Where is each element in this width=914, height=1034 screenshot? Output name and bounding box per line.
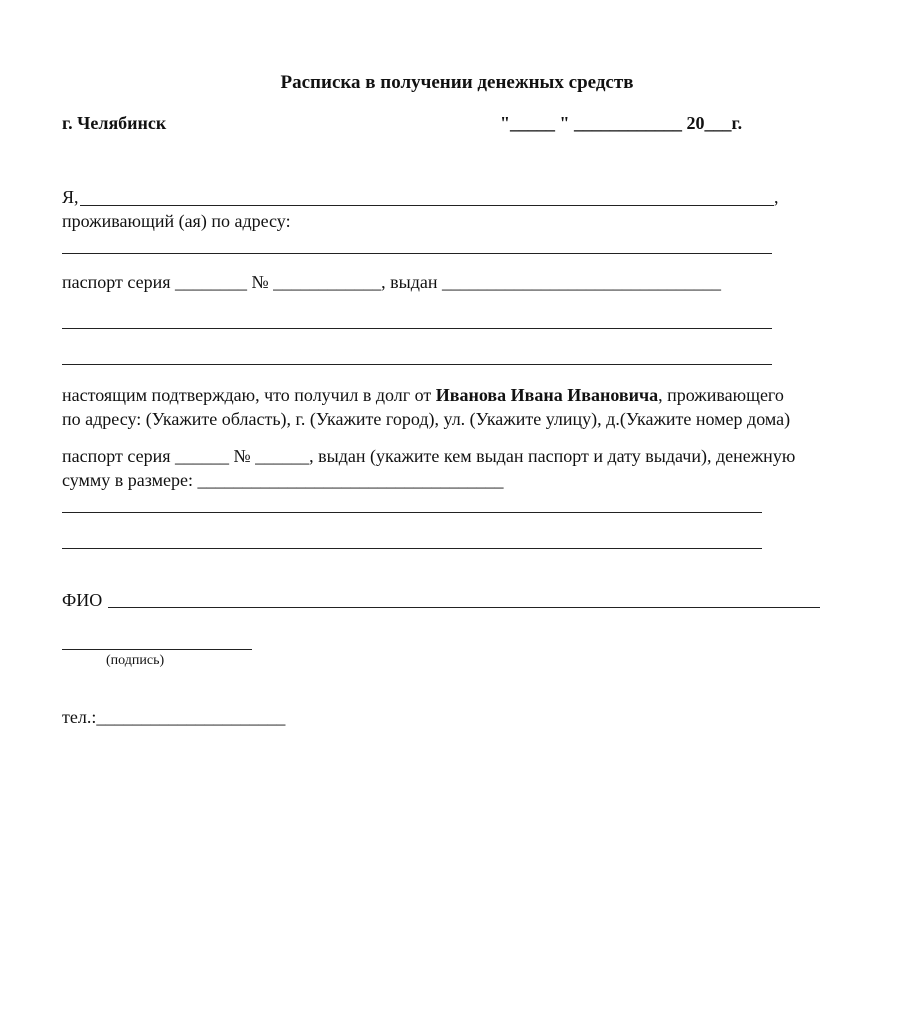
date-field: "_____ " ____________ 20___г. (500, 113, 743, 133)
amount-line: сумму в размере: __________________________________ (62, 470, 504, 490)
passport-line: паспорт серия ________ № ____________, выдан _______________________________ (62, 272, 722, 292)
address-label: проживающий (ая) по адресу: (62, 211, 291, 231)
fio-label: ФИО (62, 590, 103, 610)
document-title: Расписка в получении денежных средств (280, 72, 634, 93)
borrower-prefix: Я, (62, 187, 79, 207)
lender-passport-line: паспорт серия ______ № ______, выдан (укажите кем выдан паспорт и дату выдачи), денежную (62, 446, 796, 466)
borrower-suffix: , (774, 187, 779, 207)
blank-line-1 (62, 328, 772, 329)
borrower-name-line (80, 205, 774, 206)
amount-blank-line-1 (62, 512, 762, 513)
fio-line (108, 607, 820, 608)
confirmation-line (62, 384, 852, 406)
phone-line: тел.:_____________________ (62, 707, 286, 727)
city-label: г. Челябинск (62, 113, 167, 133)
amount-blank-line-2 (62, 548, 762, 549)
signature-caption: (подпись) (106, 653, 165, 668)
lender-name: Иванова Ивана Ивановича (435, 385, 659, 405)
address-line (62, 253, 772, 254)
confirmation-text: настоящим подтверждаю, что получил в долг от (62, 385, 432, 405)
lender-address: по адресу: (Укажите область), г. (Укажите город), ул. (Укажите улицу), д.(Укажите номер дома) (62, 409, 791, 429)
blank-line-2 (62, 364, 772, 365)
confirmation-tail: , проживающего (658, 385, 784, 405)
